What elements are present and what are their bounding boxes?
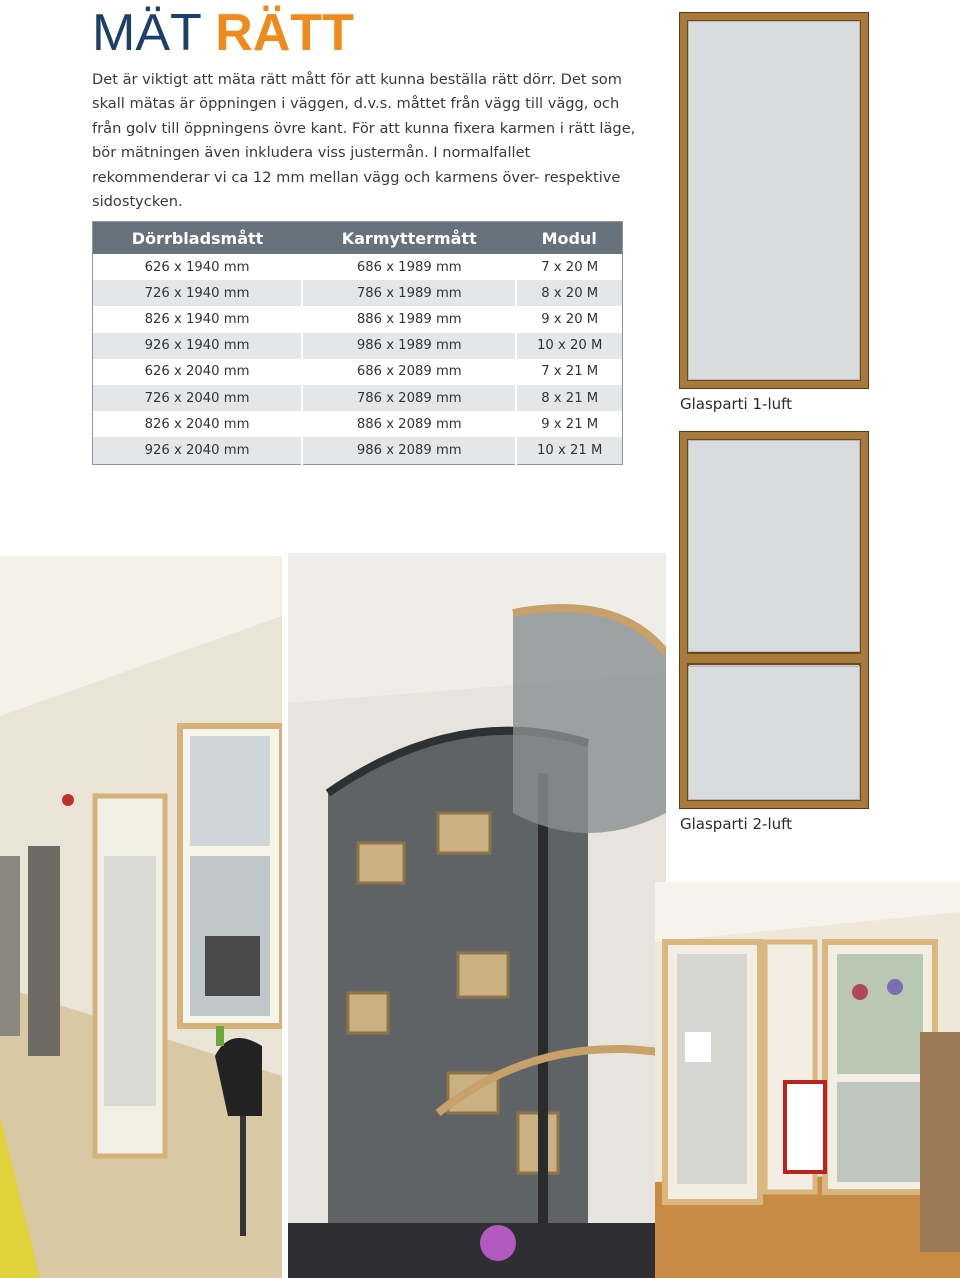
- table-header-row: [93, 222, 623, 255]
- table-row: [93, 280, 623, 306]
- table-row: [93, 359, 623, 385]
- cell-module: 7 x 21 M: [516, 359, 622, 385]
- cell-door-leaf: 926 x 1940 mm: [93, 333, 303, 359]
- table-row: [93, 437, 623, 464]
- cell-frame-outer: 986 x 1989 mm: [302, 333, 516, 359]
- cell-door-leaf: 626 x 2040 mm: [144, 364, 250, 380]
- column-header-module: Modul: [516, 222, 622, 255]
- dimensions-table: [92, 221, 623, 465]
- corridor-photo-graphic: [0, 556, 282, 1278]
- cell-door-leaf: 626 x 1940 mm: [144, 259, 250, 275]
- cell-frame-outer: 686 x 2089 mm: [302, 359, 516, 385]
- table-row: [93, 254, 623, 280]
- glass-pane: [688, 21, 860, 380]
- cell-module: 8 x 21 M: [516, 385, 622, 411]
- cell-module: 9 x 20 M: [516, 306, 622, 332]
- table-row: [93, 385, 623, 411]
- transom-bar: [687, 652, 861, 665]
- tower-staircase-photo: [288, 553, 666, 1278]
- caption-glasparti-2-luft: Glasparti 2-luft: [680, 815, 793, 833]
- cell-module: 8 x 20 M: [516, 280, 622, 306]
- cell-module: 10 x 20 M: [516, 333, 622, 359]
- glass-pane-upper: [688, 440, 860, 652]
- cell-door-leaf: 726 x 2040 mm: [93, 385, 303, 411]
- cell-frame-outer: 786 x 1989 mm: [302, 280, 516, 306]
- cell-frame-outer: 886 x 2089 mm: [302, 411, 516, 437]
- tower-staircase-photo-graphic: [288, 553, 666, 1278]
- caption-glasparti-1-luft: Glasparti 1-luft: [680, 395, 793, 413]
- page-title: [92, 2, 354, 64]
- column-header-frame-outer: Karmyttermått: [302, 222, 516, 255]
- intro-paragraph: Det är viktigt att mäta rätt mått för att kunna beställa rätt dörr. Det som skall mätas är öppningen i väggen, d.v.s. måttet från vägg till vägg, och från golv till öppningens övre kant. För att kunna fixera karmen i rätt läge, bör mätningen även inkludera viss justermån. I normalfallet rekommenderar vi ca 12 mm mellan vägg och karmens över- respektive sidostycken.: [92, 71, 636, 211]
- glass-partition-2-pane-illustration: [680, 432, 868, 808]
- cell-door-leaf: 826 x 1940 mm: [144, 311, 250, 327]
- table-row: [93, 411, 623, 437]
- glass-pane-lower: [688, 666, 860, 800]
- table-row: [93, 306, 623, 332]
- corridor-photo: [0, 556, 282, 1278]
- cell-frame-outer: 786 x 2089 mm: [302, 385, 516, 411]
- glass-partition-1-pane-illustration: [680, 13, 868, 388]
- column-header-door-leaf: Dörrbladsmått: [93, 222, 303, 255]
- cell-frame-outer: 886 x 1989 mm: [302, 306, 516, 332]
- cell-frame-outer: 686 x 1989 mm: [302, 254, 516, 280]
- cell-door-leaf: 926 x 2040 mm: [93, 437, 303, 464]
- title-part-1: MÄT: [92, 4, 201, 62]
- table-row: [93, 333, 623, 359]
- cell-module: 10 x 21 M: [516, 437, 622, 464]
- cell-module: 9 x 21 M: [516, 411, 622, 437]
- intro-text: [92, 68, 652, 214]
- classroom-photo: [655, 882, 960, 1278]
- title-part-2: RÄTT: [215, 4, 354, 62]
- cell-module: 7 x 20 M: [516, 254, 622, 280]
- cell-door-leaf: 726 x 1940 mm: [93, 280, 303, 306]
- cell-door-leaf: 826 x 2040 mm: [144, 416, 250, 432]
- classroom-photo-graphic: [655, 882, 960, 1278]
- cell-frame-outer: 986 x 2089 mm: [302, 437, 516, 464]
